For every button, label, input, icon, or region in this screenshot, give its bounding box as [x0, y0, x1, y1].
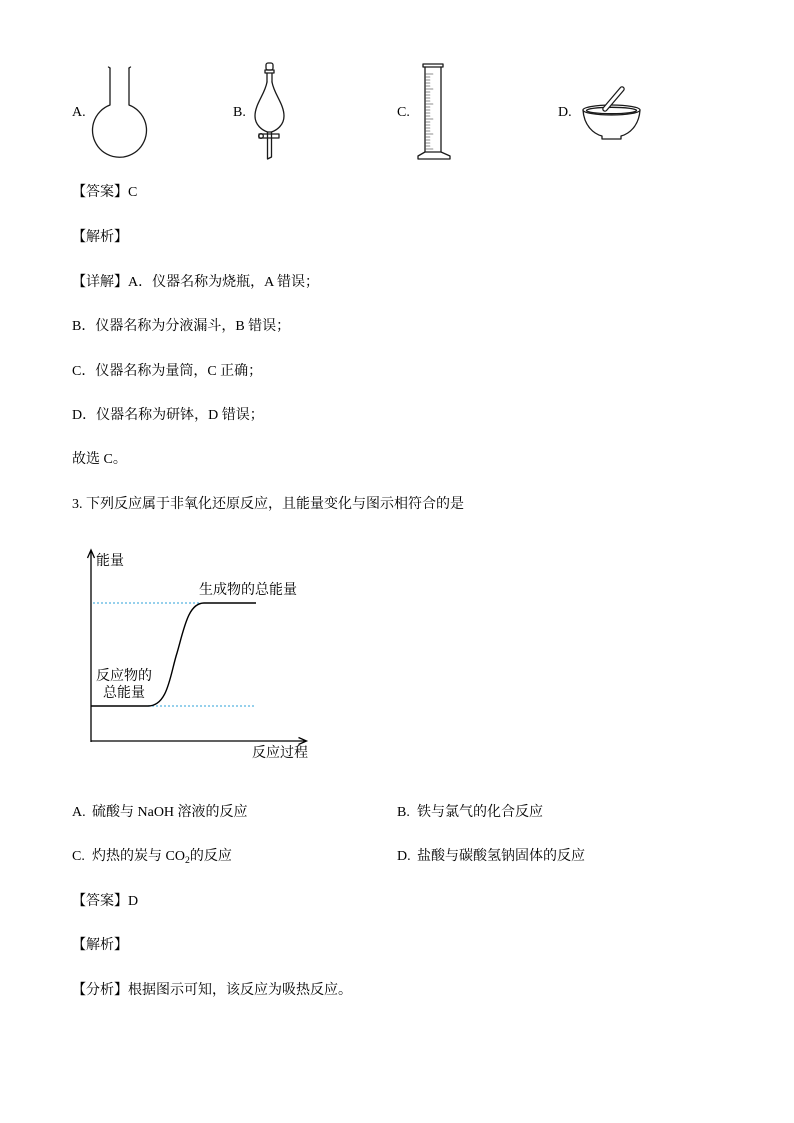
- q2-analysis-tag: 【解析】: [72, 230, 128, 245]
- detail-tag: 【详解】: [72, 275, 128, 290]
- q3-analysis-line: [72, 981, 352, 1001]
- answer-value: C: [128, 185, 138, 200]
- flask-lip: [109, 67, 131, 68]
- option-d-label: D.: [558, 105, 572, 120]
- reactants-energy-label-line-1: 反应物的: [96, 669, 152, 684]
- funnel-stem: [268, 132, 272, 159]
- choice-letter: A.: [72, 805, 86, 820]
- q3-analysis-tag: 【解析】: [72, 938, 128, 953]
- q2-detail-line-4: D．仪器名称为研钵，D 错误；: [72, 408, 264, 423]
- choice-letter: D.: [397, 849, 411, 864]
- q2-detail-line-1: [72, 273, 319, 293]
- x-axis-label: 反应过程: [252, 746, 308, 761]
- question-number: 3.: [72, 497, 83, 512]
- option-c-label: C.: [397, 105, 410, 120]
- answer-tag: 【答案】: [72, 185, 128, 200]
- q3-choice-a: [72, 803, 248, 823]
- answer-tag: 【答案】: [72, 894, 128, 909]
- choice-text-pre: 灼热的炭与 CO: [92, 849, 185, 864]
- analysis-label: 【分析】: [72, 983, 128, 998]
- q3-stem: [72, 495, 464, 515]
- choice-letter: B.: [397, 805, 410, 820]
- question-text: 下列反应属于非氧化还原反应，且能量变化与图示相符合的是: [86, 497, 464, 512]
- funnel-stopper: [266, 63, 273, 70]
- choice-letter: C.: [72, 849, 85, 864]
- round-bottom-flask-icon: [90, 62, 152, 162]
- q2-detail-line-3: C．仪器名称为量筒，C 正确；: [72, 364, 263, 379]
- mortar-and-pestle-icon: [578, 82, 644, 144]
- choice-text-post: 的反应: [189, 849, 232, 864]
- cylinder-graduation-marks: [426, 74, 433, 149]
- cylinder-lip: [423, 64, 443, 67]
- choice-text: 硫酸与 NaOH 溶液的反应: [92, 805, 248, 820]
- choice-text: 盐酸与碳酸氢钠固体的反应: [417, 849, 585, 864]
- q3-choice-c: [72, 847, 232, 867]
- q2-detail-line-2: B．仪器名称为分液漏斗，B 错误；: [72, 319, 291, 334]
- funnel-stopper-ring: [265, 70, 274, 73]
- funnel-body: [255, 82, 284, 132]
- q3-choice-b: [397, 803, 543, 823]
- cylinder-base: [418, 152, 450, 159]
- choice-text-subscript: 2: [184, 854, 190, 866]
- graduated-cylinder-icon: [414, 62, 454, 164]
- funnel-neck: [267, 73, 272, 82]
- q3-choice-d: [397, 847, 585, 867]
- flask-outline: [93, 68, 147, 157]
- reaction-energy-curve: [148, 603, 204, 706]
- option-a-label: A.: [72, 105, 86, 120]
- option-b-label: B.: [233, 105, 246, 120]
- q3-answer-line: [72, 892, 138, 912]
- answer-value: D: [128, 894, 139, 909]
- products-energy-label: 生成物的总能量: [199, 583, 297, 598]
- q2-conclusion: 故选 C。: [72, 452, 127, 467]
- y-axis-label: 能量: [96, 554, 124, 569]
- analysis-text: 根据图示可知，该反应为吸热反应。: [128, 983, 352, 998]
- detail-text: A．仪器名称为烧瓶，A 错误；: [128, 275, 319, 290]
- q2-answer-line: [72, 183, 137, 203]
- choice-text: 铁与氯气的化合反应: [417, 805, 543, 820]
- reactants-energy-label-line-2: 总能量: [103, 686, 145, 701]
- energy-diagram: [80, 545, 320, 770]
- separatory-funnel-icon: [250, 60, 290, 164]
